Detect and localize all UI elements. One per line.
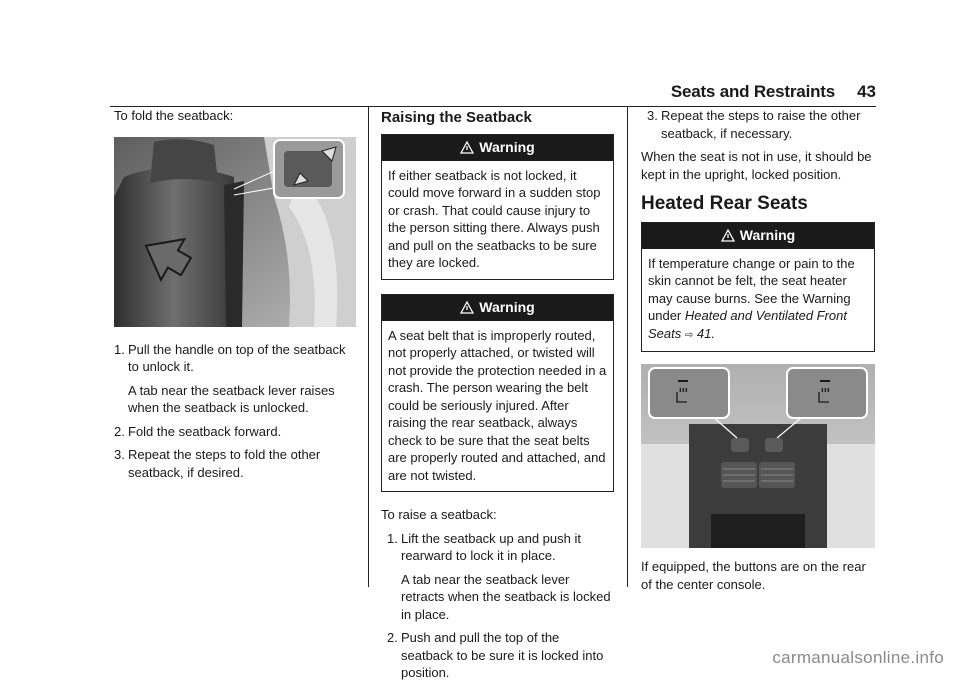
heated-seat-buttons-illustration [641, 364, 875, 548]
warning-text: If temperature change or pain to the skin cannot be felt, the seat heater may cause burns. See the Warning under Heated and Ventilated Front Seats ⇨ 41. [648, 255, 855, 341]
warning-box [381, 294, 614, 493]
warning-box [381, 134, 614, 280]
list-item: 1. Lift the seatback up and push it rearward to lock it in place. [387, 530, 581, 563]
raise-steps [381, 530, 614, 682]
column-divider [627, 107, 628, 587]
raising-heading: Raising the Seatback [381, 109, 532, 126]
list-item: 2. Push and pull the top of the seatback to be sure it is locked into position. [387, 630, 604, 680]
page-header [0, 82, 960, 110]
center-console-photo [641, 364, 875, 548]
column-middle [381, 107, 614, 688]
step-note: A tab near the seatback lever retracts when the seatback is locked in place. [401, 571, 611, 622]
column-left [114, 107, 356, 487]
list-item: 1. Pull the handle on top of the seatback to unlock it. [114, 341, 346, 374]
warning-header: Warning [382, 295, 613, 321]
warning-box [641, 222, 875, 353]
warning-text: A seat belt that is improperly routed, not properly attached, or twisted will not provide the protection needed in a crash. The person wearing the belt could be seriously injured. After raising the rear seatback, always check to be sure that the seat belts are properly routed and attached, and are not twisted. [388, 327, 607, 483]
column-right [641, 107, 875, 599]
page-number: 43 [857, 82, 876, 101]
cross-reference-link[interactable]: Heated and Ventilated Front Seats [648, 308, 848, 341]
warning-icon [460, 141, 474, 154]
raise-steps-continued [641, 107, 875, 142]
list-item: 2. Fold the seatback forward. [114, 423, 282, 439]
raise-intro: To raise a seatback: [381, 507, 497, 522]
fold-steps [114, 341, 356, 482]
step-note: A tab near the seatback lever raises when the seatback is unlocked. [128, 382, 335, 415]
storage-paragraph: When the seat is not in use, it should be kept in the upright, locked position. [641, 149, 872, 182]
console-caption: If equipped, the buttons are on the rear of the center console. [641, 559, 866, 592]
warning-header: Warning [382, 135, 613, 161]
column-divider [368, 107, 369, 587]
fold-intro: To fold the seatback: [114, 108, 234, 123]
section-title: Seats and Restraints [670, 82, 835, 101]
cross-reference-page[interactable]: 41 [696, 325, 712, 341]
page-ref-arrow-icon: ⇨ [684, 329, 694, 341]
watermark: carmanualsonline.info [772, 648, 944, 667]
warning-icon [460, 301, 474, 314]
list-item: 3. Repeat the steps to fold the other seatback, if desired. [114, 447, 321, 480]
list-item: 3. Repeat the steps to raise the other seatback, if necessary. [647, 108, 861, 141]
warning-icon [721, 229, 735, 242]
warning-text: If either seatback is not locked, it could move forward in a sudden stop or crash. That could cause injury to the person sitting there. Always push and pull on the seatbacks to be sure they are locked. [388, 167, 601, 270]
heated-rear-seats-heading: Heated Rear Seats [641, 193, 808, 214]
rear-seat-photo [114, 137, 356, 327]
fold-seatback-illustration [114, 137, 356, 327]
warning-header: Warning [642, 223, 874, 249]
